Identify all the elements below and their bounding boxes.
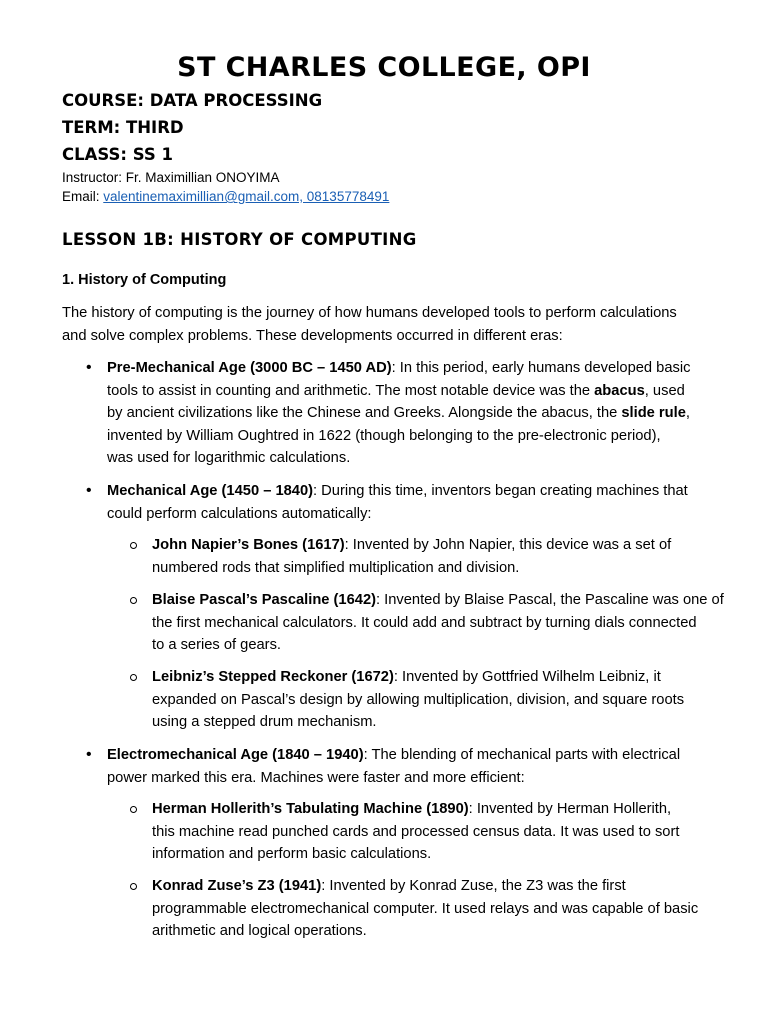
item-heading: John Napier’s Bones (1617)	[152, 537, 345, 553]
item-zuse	[152, 875, 752, 943]
era-text: : The blending of mechanical parts with electrical	[363, 747, 681, 763]
item-pascal	[152, 589, 752, 657]
section-title: 1. History of Computing	[62, 272, 227, 288]
era-line	[107, 744, 747, 767]
term-line: TERM: THIRD	[62, 118, 184, 137]
bullet-dot: •	[86, 359, 92, 376]
era-line	[107, 357, 747, 380]
intro-paragraph	[62, 302, 677, 347]
era-text: : During this time, inventors began creating machines that	[313, 483, 688, 499]
item-line: using a stepped drum mechanism.	[152, 714, 377, 730]
item-leibniz	[152, 666, 752, 734]
era-text: by ancient civilizations like the Chinese and Greeks. Alongside the abacus, the	[107, 405, 622, 421]
lesson-title: LESSON 1B: HISTORY OF COMPUTING	[62, 230, 417, 249]
instructor-line: Instructor: Fr. Maximillian ONOYIMA	[62, 170, 280, 185]
item-line: numbered rods that simplified multiplication and division.	[152, 559, 520, 576]
item-text: : Invented by Herman Hollerith,	[468, 801, 672, 817]
sub-bullet-circle	[130, 674, 137, 681]
item-line: this machine read punched cards and processed census data. It was used to sort	[152, 823, 680, 840]
era-text: tools to assist in counting and arithmetic. The most notable device was the	[107, 382, 595, 399]
school-title: ST CHARLES COLLEGE, OPI	[177, 52, 591, 83]
sub-bullet-circle	[130, 883, 137, 890]
item-heading: Konrad Zuse’s Z3 (1941)	[152, 878, 322, 894]
item-line: arithmetic and logical operations.	[152, 923, 367, 939]
era-line: invented by William Oughtred in 1622 (though belonging to the pre-electronic period),	[107, 427, 661, 444]
item-line	[152, 534, 752, 557]
item-line: information and perform basic calculations.	[152, 846, 432, 862]
era-pre-mechanical	[107, 357, 747, 470]
class-line: CLASS: SS 1	[62, 145, 174, 164]
item-heading: Herman Hollerith’s Tabulating Machine (1890)	[152, 801, 469, 817]
era-line	[107, 480, 747, 503]
item-heading: Blaise Pascal’s Pascaline (1642)	[152, 592, 376, 608]
era-line	[107, 380, 747, 403]
bullet-dot: •	[86, 482, 92, 499]
email-link[interactable]: valentinemaximillian@gmail.com, 08135778491	[103, 189, 390, 204]
era-text: ,	[685, 405, 690, 421]
era-electromechanical	[107, 744, 747, 789]
era-mechanical	[107, 480, 747, 525]
era-text: : In this period, early humans developed basic	[391, 360, 691, 376]
item-line: the first mechanical calculators. It could add and subtract by turning dials connected	[152, 614, 697, 631]
era-text: , used	[644, 382, 685, 399]
item-heading: Leibniz’s Stepped Reckoner (1672)	[152, 669, 394, 685]
email-line	[62, 189, 389, 204]
item-text: : Invented by Gottfried Wilhelm Leibniz, it	[393, 669, 661, 685]
intro-line-1: The history of computing is the journey of how humans developed tools to perform calculations	[62, 305, 677, 321]
item-text: : Invented by Blaise Pascal, the Pascaline was one of	[376, 592, 724, 608]
era-heading: Mechanical Age (1450 – 1840)	[107, 483, 314, 499]
item-line	[152, 798, 752, 821]
era-heading: Electromechanical Age (1840 – 1940)	[107, 747, 364, 763]
item-line	[152, 666, 752, 689]
bullet-dot: •	[86, 746, 92, 763]
item-line: expanded on Pascal’s design by allowing multiplication, division, and square roots	[152, 691, 685, 708]
email-label: Email:	[62, 189, 104, 204]
era-line: power marked this era. Machines were faster and more efficient:	[107, 769, 525, 786]
item-line: to a series of gears.	[152, 637, 281, 653]
item-line: programmable electromechanical computer. It used relays and was capable of basic	[152, 900, 699, 917]
era-line: was used for logarithmic calculations.	[107, 450, 351, 466]
item-hollerith	[152, 798, 752, 866]
item-line	[152, 589, 752, 612]
sub-bullet-circle	[130, 806, 137, 813]
era-line: could perform calculations automatically:	[107, 505, 372, 522]
course-line: COURSE: DATA PROCESSING	[62, 91, 323, 110]
item-napier	[152, 534, 752, 579]
abacus-term: abacus	[594, 382, 645, 399]
era-heading: Pre-Mechanical Age (3000 BC – 1450 AD)	[107, 360, 392, 376]
slide-rule-term: slide rule	[621, 405, 686, 421]
intro-line-2: and solve complex problems. These developments occurred in different eras:	[62, 327, 563, 344]
sub-bullet-circle	[130, 597, 137, 604]
sub-bullet-circle	[130, 542, 137, 549]
era-line	[107, 402, 747, 425]
item-line	[152, 875, 752, 898]
item-text: : Invented by John Napier, this device was a set of	[344, 537, 672, 553]
item-text: : Invented by Konrad Zuse, the Z3 was the first	[321, 878, 626, 894]
